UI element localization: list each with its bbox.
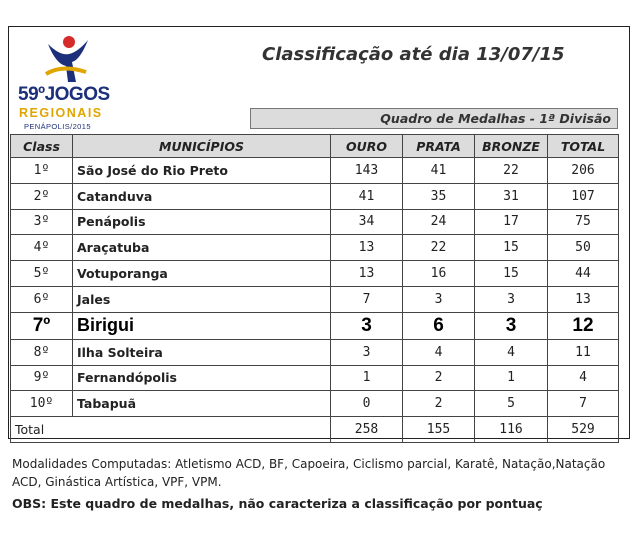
cell-position: 9º bbox=[11, 365, 73, 391]
cell-gold: 7 bbox=[331, 286, 403, 312]
table-row bbox=[11, 339, 619, 365]
cell-bronze: 4 bbox=[475, 339, 548, 365]
cell-municipality: Birigui bbox=[73, 312, 331, 339]
table-row bbox=[11, 183, 619, 209]
total-gold: 258 bbox=[331, 417, 403, 443]
cell-bronze: 3 bbox=[475, 312, 548, 339]
cell-position: 4º bbox=[11, 235, 73, 261]
cell-silver: 16 bbox=[403, 261, 475, 287]
cell-bronze: 17 bbox=[475, 209, 548, 235]
cell-bronze: 3 bbox=[475, 286, 548, 312]
cell-total: 44 bbox=[548, 261, 619, 287]
total-label: Total bbox=[11, 417, 331, 443]
cell-municipality: Penápolis bbox=[73, 209, 331, 235]
cell-gold: 3 bbox=[331, 312, 403, 339]
cell-bronze: 22 bbox=[475, 158, 548, 184]
header-silver: PRATA bbox=[403, 135, 475, 158]
cell-bronze: 15 bbox=[475, 235, 548, 261]
page-title: Classificação até dia 13/07/15 bbox=[262, 44, 565, 65]
cell-silver: 22 bbox=[403, 235, 475, 261]
total-all: 529 bbox=[548, 417, 619, 443]
cell-gold: 0 bbox=[331, 391, 403, 417]
cell-total: 4 bbox=[548, 365, 619, 391]
cell-municipality: Ilha Solteira bbox=[73, 339, 331, 365]
logo-edition: 59ºJOGOS bbox=[18, 84, 110, 105]
cell-position: 8º bbox=[11, 339, 73, 365]
cell-total: 7 bbox=[548, 391, 619, 417]
table-total-row bbox=[11, 417, 619, 443]
cell-silver: 3 bbox=[403, 286, 475, 312]
cell-total: 50 bbox=[548, 235, 619, 261]
cell-position: 3º bbox=[11, 209, 73, 235]
cell-total: 206 bbox=[548, 158, 619, 184]
cell-municipality: Catanduva bbox=[73, 183, 331, 209]
cell-bronze: 5 bbox=[475, 391, 548, 417]
table-row bbox=[11, 286, 619, 312]
cell-gold: 3 bbox=[331, 339, 403, 365]
cell-municipality: São José do Rio Preto bbox=[73, 158, 331, 184]
cell-position: 7º bbox=[11, 312, 73, 339]
cell-bronze: 15 bbox=[475, 261, 548, 287]
header-class: Class bbox=[11, 135, 73, 158]
medal-table bbox=[10, 134, 619, 443]
table-subheading bbox=[250, 108, 618, 129]
cell-gold: 13 bbox=[331, 261, 403, 287]
cell-gold: 34 bbox=[331, 209, 403, 235]
table-row bbox=[11, 209, 619, 235]
cell-position: 1º bbox=[11, 158, 73, 184]
cell-municipality: Votuporanga bbox=[73, 261, 331, 287]
cell-gold: 41 bbox=[331, 183, 403, 209]
header-bronze: BRONZE bbox=[475, 135, 548, 158]
table-row bbox=[11, 365, 619, 391]
cell-gold: 143 bbox=[331, 158, 403, 184]
table-row bbox=[11, 261, 619, 287]
total-bronze: 116 bbox=[475, 417, 548, 443]
modalities-note: Modalidades Computadas: Atletismo ACD, BF, Capoeira, Ciclismo parcial, Karatê, Natação,Natação ACD, Ginástica Artística, VPF, VPM. bbox=[12, 457, 606, 489]
cell-bronze: 31 bbox=[475, 183, 548, 209]
event-logo bbox=[10, 34, 125, 131]
cell-bronze: 1 bbox=[475, 365, 548, 391]
table-row bbox=[11, 391, 619, 417]
cell-position: 10º bbox=[11, 391, 73, 417]
cell-total: 107 bbox=[548, 183, 619, 209]
cell-silver: 2 bbox=[403, 365, 475, 391]
total-silver: 155 bbox=[403, 417, 475, 443]
cell-total: 75 bbox=[548, 209, 619, 235]
cell-total: 12 bbox=[548, 312, 619, 339]
cell-gold: 13 bbox=[331, 235, 403, 261]
cell-municipality: Fernandópolis bbox=[73, 365, 331, 391]
table-row bbox=[11, 158, 619, 184]
cell-silver: 2 bbox=[403, 391, 475, 417]
cell-position: 6º bbox=[11, 286, 73, 312]
cell-municipality: Araçatuba bbox=[73, 235, 331, 261]
header-total: TOTAL bbox=[548, 135, 619, 158]
cell-municipality: Tabapuã bbox=[73, 391, 331, 417]
cell-position: 5º bbox=[11, 261, 73, 287]
header-gold: OURO bbox=[331, 135, 403, 158]
table-row bbox=[11, 235, 619, 261]
cell-position: 2º bbox=[11, 183, 73, 209]
cell-silver: 35 bbox=[403, 183, 475, 209]
logo-city-year: PENÁPOLIS/2015 bbox=[24, 122, 91, 131]
cell-silver: 41 bbox=[403, 158, 475, 184]
cell-silver: 24 bbox=[403, 209, 475, 235]
subheading-label: Quadro de Medalhas - 1ª Divisão bbox=[380, 111, 611, 126]
cell-silver: 4 bbox=[403, 339, 475, 365]
cell-gold: 1 bbox=[331, 365, 403, 391]
cell-total: 11 bbox=[548, 339, 619, 365]
logo-name: REGIONAIS bbox=[19, 106, 103, 120]
cell-total: 13 bbox=[548, 286, 619, 312]
table-header-row bbox=[11, 135, 619, 158]
table-row-highlighted bbox=[11, 312, 619, 339]
header-municipality: MUNICÍPIOS bbox=[73, 135, 331, 158]
cell-municipality: Jales bbox=[73, 286, 331, 312]
athlete-logo-icon bbox=[42, 34, 92, 86]
observation-note: OBS: Este quadro de medalhas, não caracteriza a classificação por pontuaç bbox=[12, 496, 543, 511]
cell-silver: 6 bbox=[403, 312, 475, 339]
